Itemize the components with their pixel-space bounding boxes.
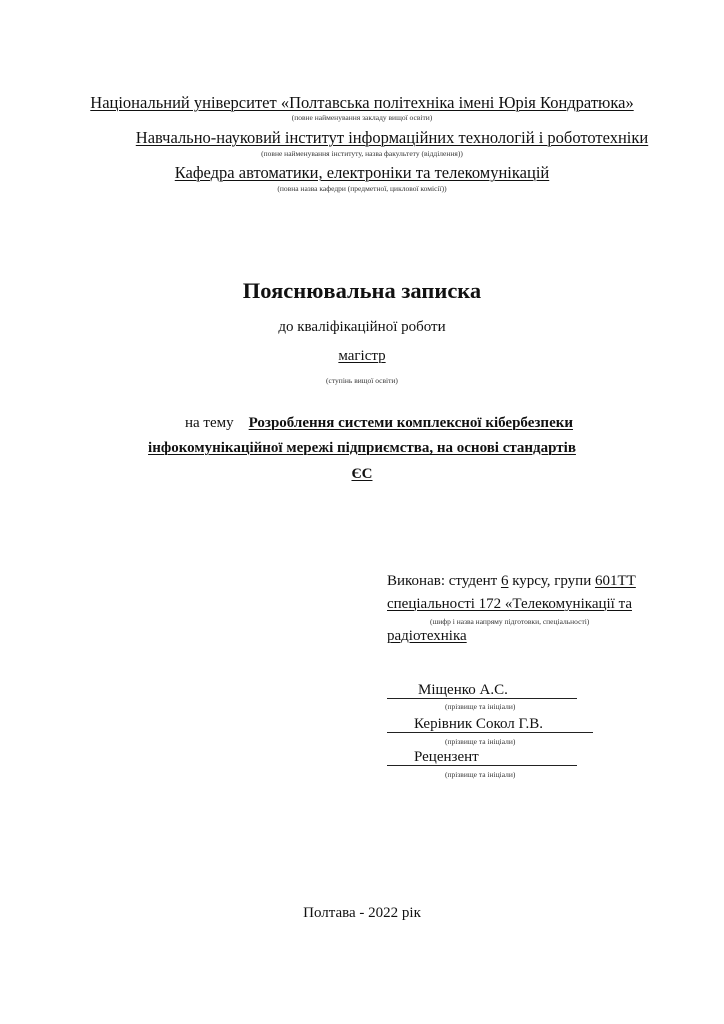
specialty-line-2: радіотехніка — [387, 628, 467, 644]
author-name: Міщенко А.С. — [418, 682, 508, 698]
theme-line-1 — [185, 415, 573, 432]
institute-name: Навчально-науковий інститут інформаційних технологій і робототехніки — [135, 128, 649, 147]
student-course: 6 — [500, 573, 509, 589]
theme-line-2: інфокомунікаційної мережі підприємства, на основі стандартів — [148, 440, 576, 456]
city-year: Полтава - 2022 рік — [303, 905, 421, 921]
university-name: Національний університет «Полтавська політехніка імені Юрія Кондратюка» — [90, 93, 634, 112]
reviewer-label: Рецензент — [414, 749, 479, 765]
theme-label: на тему — [185, 415, 234, 431]
degree-caption: (ступінь вищої освіти) — [326, 376, 398, 385]
specialty-caption: (шифр і назва напряму підготовки, спеціальності) — [430, 617, 590, 626]
degree: магістр — [338, 348, 386, 364]
department-name: Кафедра автоматики, електроніки та телекомунікацій — [174, 163, 550, 182]
specialty-line-1: спеціальності 172 «Телекомунікації та — [387, 596, 632, 612]
institute-caption: (повне найменування інституту, назва факультету (відділення)) — [261, 149, 463, 158]
theme-title-1: Розроблення системи комплексної кібербезпеки — [248, 415, 574, 431]
supervisor-name: Керівник Сокол Г.В. — [414, 716, 543, 732]
document-title: Пояснювальна записка — [242, 278, 482, 303]
document-subtitle: до кваліфікаційної роботи — [278, 319, 446, 335]
department-caption: (повна назва кафедри (предметної, циклової комісії)) — [277, 184, 447, 193]
theme-line-3: ЄС — [351, 466, 373, 482]
student-group: 601ТТ — [594, 573, 636, 589]
student-info: Виконав: студент 6 курсу, групи 601ТТ — [387, 573, 636, 589]
reviewer-caption: (прізвище та ініціали) — [445, 770, 516, 779]
university-caption: (повне найменування закладу вищої освіти) — [291, 113, 433, 122]
supervisor-caption: (прізвище та ініціали) — [445, 737, 516, 746]
author-caption: (прізвище та ініціали) — [445, 702, 516, 711]
